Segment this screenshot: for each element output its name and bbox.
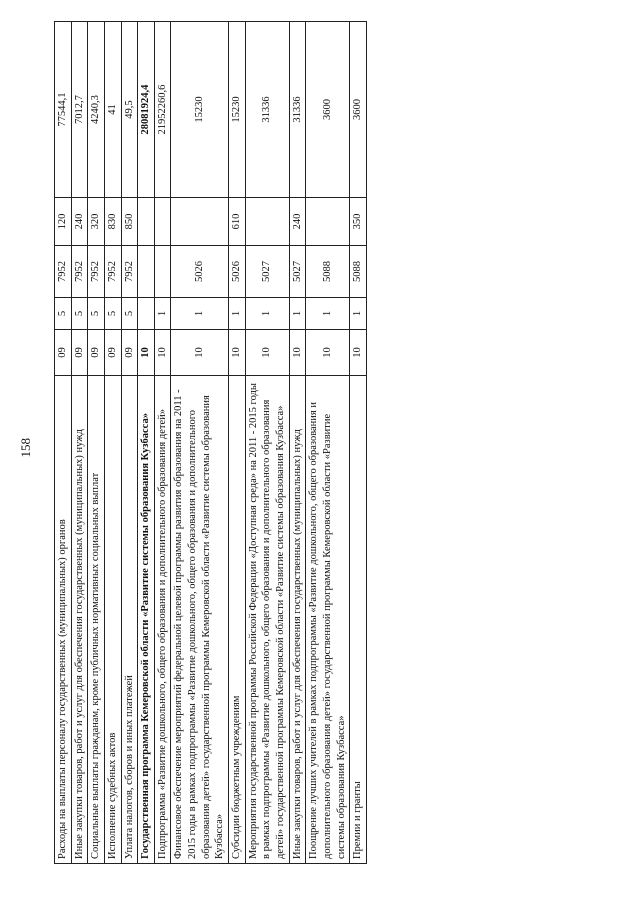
row-amount: 21952260,6	[154, 22, 171, 198]
row-subsection: 1	[245, 298, 289, 330]
table-row	[138, 22, 155, 864]
row-subsection: 5	[55, 298, 72, 330]
row-name: Государственная программа Кемеровской области «Развитие системы образования Кузбасса»	[138, 376, 155, 864]
row-amount: 77544,1	[55, 22, 72, 198]
table-body	[55, 22, 367, 864]
row-subsection: 5	[121, 298, 138, 330]
row-name: Иные закупки товаров, работ и услуг для обеспечения государственных (муниципальных) нужд	[71, 376, 88, 864]
table-row	[104, 22, 121, 864]
row-expense-type: 240	[71, 198, 88, 246]
row-section: 09	[104, 330, 121, 376]
row-target-code: 5027	[289, 246, 306, 298]
row-amount: 28081924,4	[138, 22, 155, 198]
row-expense-type	[138, 198, 155, 246]
row-expense-type: 610	[229, 198, 246, 246]
row-target-code: 5088	[350, 246, 367, 298]
row-expense-type	[171, 198, 229, 246]
row-section: 10	[138, 330, 155, 376]
table-row	[171, 22, 229, 864]
table-row	[289, 22, 306, 864]
row-expense-type	[306, 198, 350, 246]
row-subsection: 1	[171, 298, 229, 330]
row-name: Исполнение судебных актов	[104, 376, 121, 864]
table-row	[71, 22, 88, 864]
row-amount: 49,5	[121, 22, 138, 198]
row-amount: 15230	[229, 22, 246, 198]
row-target-code: 5026	[229, 246, 246, 298]
row-name: Расходы на выплаты персоналу государственных (муниципальных) органов	[55, 376, 72, 864]
row-target-code: 7952	[88, 246, 105, 298]
row-amount: 4240,3	[88, 22, 105, 198]
row-name: Иные закупки товаров, работ и услуг для обеспечения государственных (муниципальных) нужд	[289, 376, 306, 864]
row-subsection: 1	[306, 298, 350, 330]
row-target-code	[154, 246, 171, 298]
row-expense-type: 830	[104, 198, 121, 246]
row-name: Социальные выплаты гражданам, кроме публичных нормативных социальных выплат	[88, 376, 105, 864]
row-expense-type: 240	[289, 198, 306, 246]
row-name: Субсидии бюджетным учреждениям	[229, 376, 246, 864]
row-name: Мероприятия государственной программы Российской Федерации «Доступная среда» на 2011 - 2015 годы в рамках подпрограммы «Развитие дошкольного, общего образования и дополнительного образования детей» государственной программы Кемеровской области «Развитие системы образования Кузбасса»	[245, 376, 289, 864]
row-target-code: 5027	[245, 246, 289, 298]
row-subsection	[138, 298, 155, 330]
row-target-code: 5026	[171, 246, 229, 298]
row-subsection: 1	[350, 298, 367, 330]
table-row	[350, 22, 367, 864]
row-amount: 3600	[350, 22, 367, 198]
row-section: 09	[71, 330, 88, 376]
row-target-code: 7952	[55, 246, 72, 298]
row-expense-type: 350	[350, 198, 367, 246]
table-row	[154, 22, 171, 864]
row-section: 10	[289, 330, 306, 376]
row-name: Финансовое обеспечение мероприятий федеральной целевой программы развития образования на 2011 - 2015 годы в рамках подпрограммы «Развитие дошкольного, общего образования и дополнительного образования детей» государственной программы Кемеровской области «Развитие системы образования Кузбасса»	[171, 376, 229, 864]
table-row	[121, 22, 138, 864]
row-target-code: 7952	[71, 246, 88, 298]
row-section: 10	[306, 330, 350, 376]
row-subsection: 1	[229, 298, 246, 330]
row-expense-type	[245, 198, 289, 246]
row-name: Поощрение лучших учителей в рамках подпрограммы «Развитие дошкольного, общего образования и дополнительного образования детей» государственной программы Кемеровской области «Развитие системы образования Кузбасса»	[306, 376, 350, 864]
row-name: Подпрограмма «Развитие дошкольного, общего образования и дополнительного образования детей»	[154, 376, 171, 864]
row-expense-type: 850	[121, 198, 138, 246]
row-target-code	[138, 246, 155, 298]
row-name: Уплата налогов, сборов и иных платежей	[121, 376, 138, 864]
row-section: 09	[88, 330, 105, 376]
row-subsection: 5	[71, 298, 88, 330]
table-row	[55, 22, 72, 864]
row-amount: 41	[104, 22, 121, 198]
row-target-code: 7952	[104, 246, 121, 298]
row-expense-type: 120	[55, 198, 72, 246]
row-section: 10	[350, 330, 367, 376]
row-section: 10	[229, 330, 246, 376]
table-row	[88, 22, 105, 864]
row-target-code: 5088	[306, 246, 350, 298]
row-subsection: 5	[88, 298, 105, 330]
row-amount: 15230	[171, 22, 229, 198]
row-section: 10	[154, 330, 171, 376]
page-number: 158	[18, 438, 33, 458]
row-subsection: 1	[289, 298, 306, 330]
table-row	[229, 22, 246, 864]
row-section: 10	[245, 330, 289, 376]
row-name: Премии и гранты	[350, 376, 367, 864]
row-amount: 31336	[289, 22, 306, 198]
table-row	[245, 22, 289, 864]
row-expense-type	[154, 198, 171, 246]
row-section: 09	[55, 330, 72, 376]
row-expense-type: 320	[88, 198, 105, 246]
row-amount: 31336	[245, 22, 289, 198]
row-section: 09	[121, 330, 138, 376]
row-amount: 7012,7	[71, 22, 88, 198]
row-amount: 3600	[306, 22, 350, 198]
budget-table	[54, 21, 367, 864]
row-subsection: 5	[104, 298, 121, 330]
row-section: 10	[171, 330, 229, 376]
table-row	[306, 22, 350, 864]
row-subsection: 1	[154, 298, 171, 330]
row-target-code: 7952	[121, 246, 138, 298]
